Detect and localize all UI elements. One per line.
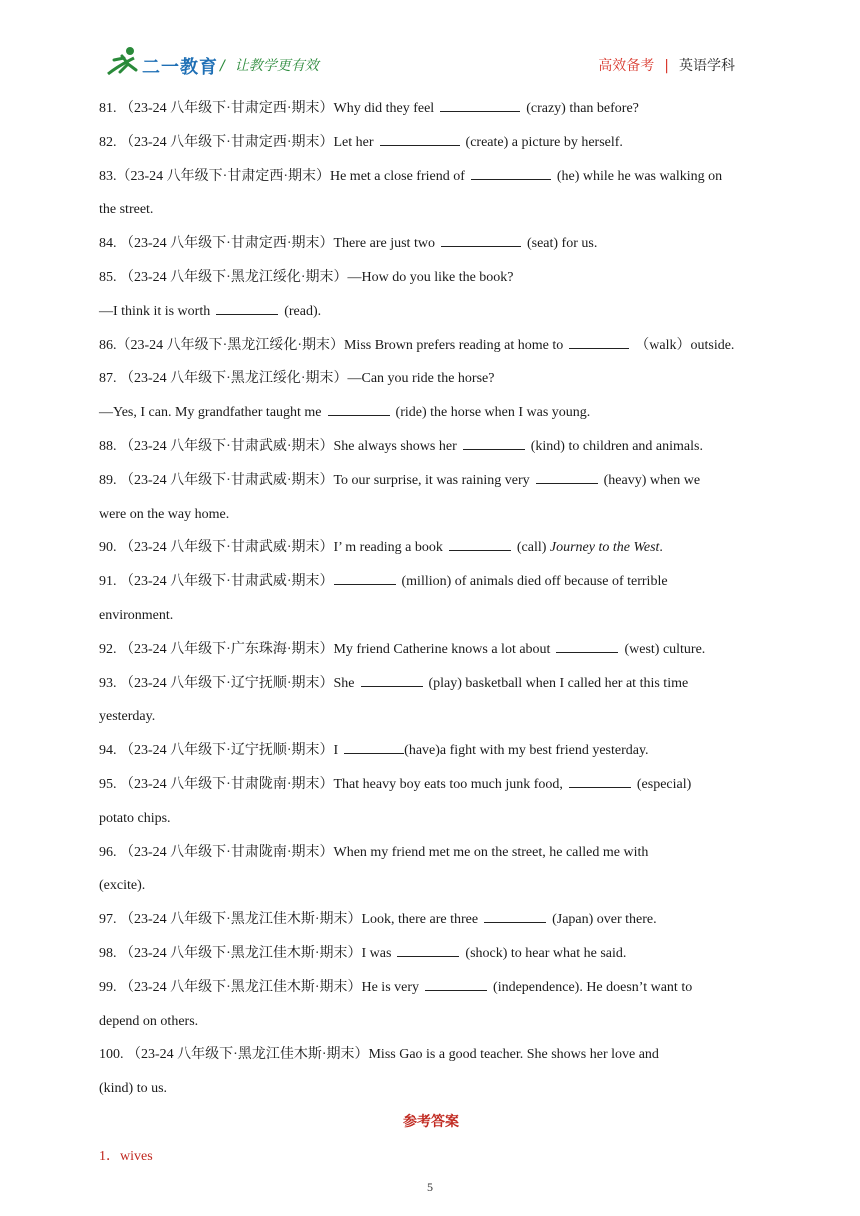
question-86: 86.（23-24 八年级下·黑龙江绥化·期末）Miss Brown prefers reading at home to （walk）outside. [99,329,763,363]
answer-blank[interactable] [361,672,423,687]
question-91-cont: environment. [99,607,174,623]
question-95: 95. （23-24 八年级下·甘肃陇南·期末）That heavy boy eats too much junk food, (especial) [99,768,763,802]
question-83-cont: the street. [99,202,154,218]
answer-blank[interactable] [397,942,459,957]
answer-blank[interactable] [536,469,598,484]
question-99: 99. （23-24 八年级下·黑龙江佳木斯·期末）He is very (independence). He doesn’t want to [99,971,763,1005]
question-91: 91. （23-24 八年级下·甘肃武威·期末） (million) of animals died off because of terrible [99,565,763,599]
question-84: 84. （23-24 八年级下·甘肃定西·期末）There are just two (seat) for us. [99,227,763,261]
answer-blank[interactable] [344,739,404,754]
header-subject: 高效备考 | 英语学科 [598,58,735,74]
answer-blank[interactable] [380,131,460,146]
answer-blank[interactable] [556,638,618,653]
question-98: 98. （23-24 八年级下·黑龙江佳木斯·期末）I was (shock) to hear what he said. [99,937,763,971]
question-100-cont: (kind) to us. [99,1081,168,1097]
question-96: 96. （23-24 八年级下·甘肃陇南·期末）When my friend met me on the street, he called me with [99,844,649,860]
question-93: 93. （23-24 八年级下·辽宁抚顺·期末）She (play) basketball when I called her at this time [99,667,763,701]
question-81: 81. （23-24 八年级下·甘肃定西·期末）Why did they feel (crazy) than before? [99,92,763,126]
answer-blank[interactable] [484,908,546,923]
slogan: / 让教学更有效 [220,58,319,74]
question-89: 89. （23-24 八年级下·甘肃武威·期末）To our surprise, it was raining very (heavy) when we [99,464,763,498]
question-99-cont: depend on others. [99,1013,199,1029]
answer-blank[interactable] [471,165,551,180]
question-82: 82. （23-24 八年级下·甘肃定西·期末）Let her (create) a picture by herself. [99,126,763,160]
question-100: 100. （23-24 八年级下·黑龙江佳木斯·期末）Miss Gao is a good teacher. She shows her love and [99,1047,659,1063]
answer-blank[interactable] [441,232,521,247]
page-header [0,0,860,90]
answer-1: 1．wives [99,1148,153,1164]
question-94: 94. （23-24 八年级下·辽宁抚顺·期末）I (have)a fight with my best friend yesterday. [99,734,763,768]
answer-blank[interactable] [449,536,511,551]
answer-blank[interactable] [463,435,525,450]
question-97: 97. （23-24 八年级下·黑龙江佳木斯·期末）Look, there are three (Japan) over there. [99,903,763,937]
answer-blank[interactable] [569,334,629,349]
answer-blank[interactable] [440,97,520,112]
question-92: 92. （23-24 八年级下·广东珠海·期末）My friend Catherine knows a lot about (west) culture. [99,633,763,667]
answer-blank[interactable] [216,300,278,315]
answer-section-title: 参考答案 [403,1113,459,1130]
question-87-cont: —Yes, I can. My grandfather taught me (ride) the horse when I was young. [99,396,763,430]
runner-logo-icon [104,44,144,82]
question-96-cont: (excite). [99,878,146,894]
answer-blank[interactable] [334,570,396,585]
question-87: 87. （23-24 八年级下·黑龙江绥化·期末）—Can you ride the horse? [99,371,495,387]
logo [104,44,234,84]
question-85: 85. （23-24 八年级下·黑龙江绥化·期末）—How do you like the book? [99,269,514,285]
question-83: 83.（23-24 八年级下·甘肃定西·期末）He met a close friend of (he) while he was walking on [99,160,763,194]
logo-text: 二一教育 [142,57,218,78]
answer-blank[interactable] [425,976,487,991]
question-90: 90. （23-24 八年级下·甘肃武威·期末）I’ m reading a book (call) Journey to the West. [99,531,763,565]
answer-blank[interactable] [569,773,631,788]
question-88: 88. （23-24 八年级下·甘肃武威·期末）She always shows her (kind) to children and animals. [99,430,763,464]
question-list [99,92,763,1174]
answer-blank[interactable] [328,401,390,416]
question-93-cont: yesterday. [99,709,156,725]
question-85-cont: —I think it is worth (read). [99,295,763,329]
page-number: 5 [427,1180,433,1194]
question-89-cont: were on the way home. [99,506,230,522]
question-95-cont: potato chips. [99,810,171,826]
